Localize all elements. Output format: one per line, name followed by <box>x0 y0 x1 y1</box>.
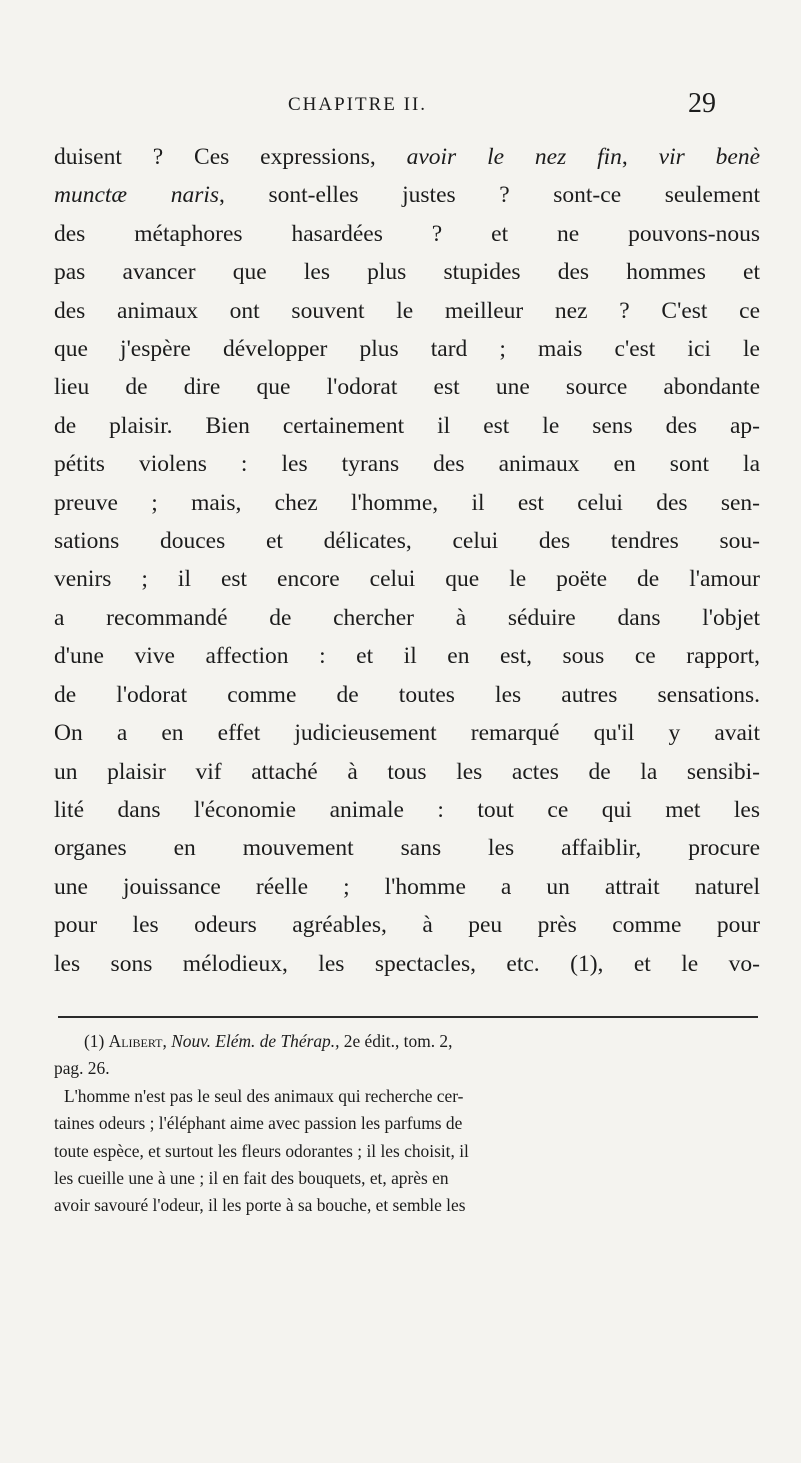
body-line-2: munctæ naris, sont-elles justes ? sont-ce seulement <box>54 182 760 209</box>
body-text <box>54 138 760 983</box>
body-line: a recommandé de chercher à séduire dans l'objet <box>54 604 760 631</box>
footnote-line: toute espèce, et surtout les fleurs odorantes ; il les choisit, il <box>54 1140 469 1161</box>
running-header <box>0 88 801 128</box>
body-line: pas avancer que les plus stupides des hommes et <box>54 259 760 286</box>
body-line: d'une vive affection : et il en est, sous ce rapport, <box>54 643 760 670</box>
body-line: des animaux ont souvent le meilleur nez ? C'est ce <box>54 297 760 324</box>
footnote-line: avoir savouré l'odeur, il les porte à sa bouche, et semble les <box>54 1195 466 1216</box>
footnote-citation <box>54 1028 760 1055</box>
chapter-title: CHAPITRE II. <box>288 94 428 115</box>
italic-phrase: avoir le nez fin <box>406 144 622 170</box>
body-line: les sons mélodieux, les spectacles, etc. (1), et le vo- <box>54 950 760 977</box>
italic-phrase: vir benè <box>658 144 761 170</box>
body-line: de l'odorat comme de toutes les autres sensations. <box>54 681 760 708</box>
body-line: une jouissance réelle ; l'homme a un attrait naturel <box>54 873 760 900</box>
body-line: preuve ; mais, chez l'homme, il est celui des sen- <box>54 489 760 516</box>
footnote-divider <box>58 1016 758 1018</box>
footnote-details: 2e édit., tom. 2, <box>343 1031 453 1051</box>
body-line: lieu de dire que l'odorat est une source abondante <box>54 374 760 401</box>
body-line: On a en effet judicieusement remarqué qu'il y avait <box>54 720 760 747</box>
footnote-line: les cueille une à une ; il en fait des bouquets, et, après en <box>54 1168 449 1189</box>
footnote-work: Nouv. Elém. de Thérap., <box>171 1031 340 1051</box>
body-line: pétits violens : les tyrans des animaux en sont la <box>54 451 760 478</box>
body-line: un plaisir vif attaché à tous les actes de la sensibi- <box>54 758 760 785</box>
body-line: que j'espère développer plus tard ; mais c'est ici le <box>54 336 760 363</box>
footnote-line: taines odeurs ; l'éléphant aime avec passion les parfums de <box>54 1113 463 1134</box>
body-line-1: duisent ? Ces expressions, avoir le nez fin, vir benè <box>54 144 761 170</box>
footnote-author: Alibert, <box>108 1031 167 1051</box>
body-line: organes en mouvement sans les affaiblir, procure <box>54 835 760 862</box>
body-line: lité dans l'économie animale : tout ce qui met les <box>54 796 760 823</box>
footnote-line: L'homme n'est pas le seul des animaux qui recherche cer- <box>64 1085 464 1106</box>
body-line: venirs ; il est encore celui que le poëte de l'amour <box>54 566 760 593</box>
footnote-marker: (1) <box>84 1031 105 1051</box>
body-line: sations douces et délicates, celui des tendres sou- <box>54 528 760 555</box>
body-line: de plaisir. Bien certainement il est le sens des ap- <box>54 412 760 439</box>
italic-phrase: munctæ naris <box>54 182 220 209</box>
page-number: 29 <box>688 88 716 119</box>
body-line: des métaphores hasardées ? et ne pouvons-nous <box>54 220 760 247</box>
body-line: pour les odeurs agréables, à peu près comme pour <box>54 912 760 939</box>
footnote-page-ref: pag. 26. <box>54 1058 110 1079</box>
footnotes <box>54 1028 760 1220</box>
